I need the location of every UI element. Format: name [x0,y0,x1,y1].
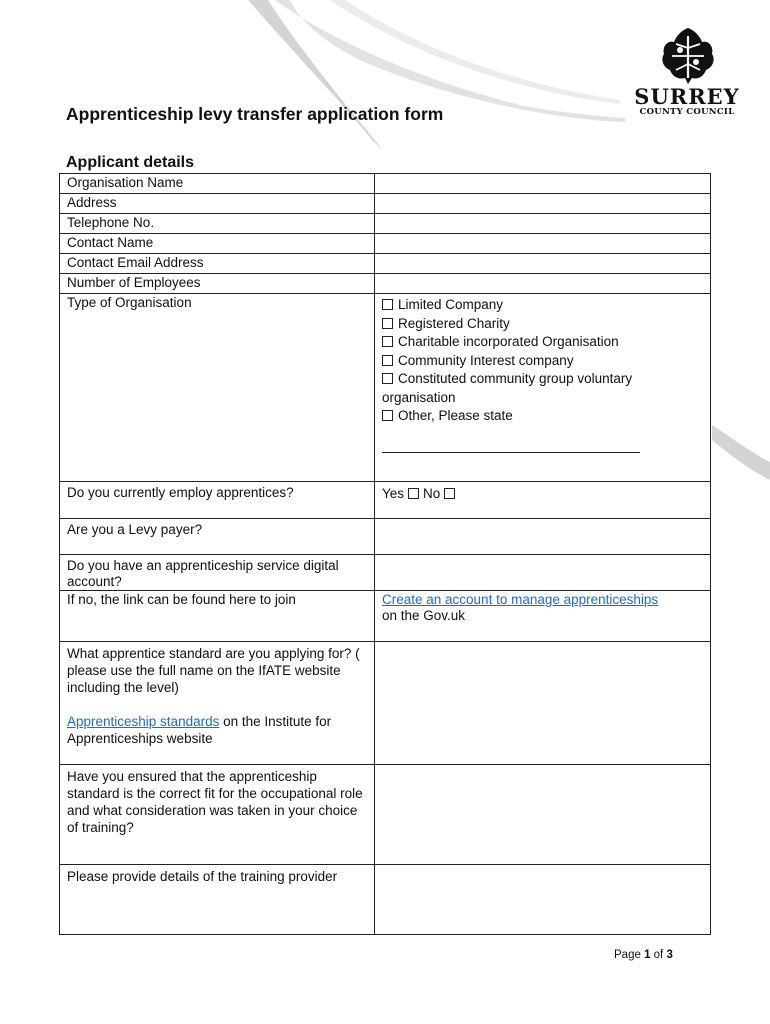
field-label: Number of Employees [60,274,375,294]
digital-account-input[interactable] [375,555,711,591]
contact-email-input[interactable] [375,254,711,274]
field-label: Contact Name [60,234,375,254]
table-row [60,865,711,935]
field-label: Organisation Name [60,174,375,194]
table-row [60,591,711,642]
other-please-state-input[interactable] [382,452,640,453]
training-provider-input[interactable] [375,865,711,935]
table-row [60,234,711,254]
checkbox-icon[interactable] [382,299,393,310]
oak-leaf-icon [658,26,716,86]
yes-checkbox[interactable] [408,488,419,499]
standard-input[interactable] [375,642,711,765]
table-row [60,214,711,234]
employees-input[interactable] [375,274,711,294]
table-row [60,482,711,519]
table-row [60,765,711,865]
table-row [60,274,711,294]
table-row [60,555,711,591]
address-input[interactable] [375,194,711,214]
field-label: Are you a Levy payer? [60,519,375,555]
organisation-name-input[interactable] [375,174,711,194]
checkbox-icon[interactable] [382,355,393,366]
table-row [60,254,711,274]
page-number: Page 1 of 3 [614,949,673,961]
table-row [60,174,711,194]
section-heading: Applicant details [66,154,195,171]
page-title: Apprenticeship levy transfer application form [66,104,444,124]
option-registered-charity[interactable]: Registered Charity [382,315,703,334]
organisation-type-options [375,294,711,482]
table-row [60,194,711,214]
table-row [60,294,711,482]
checkbox-icon[interactable] [382,373,393,384]
surrey-county-council-logo [632,26,742,117]
checkbox-icon[interactable] [382,336,393,347]
field-label: Type of Organisation [60,294,375,482]
create-account-cell: Create an account to manage apprenticeships on the Gov.uk [375,591,711,642]
contact-name-input[interactable] [375,234,711,254]
logo-subline: COUNTY COUNCIL [639,107,735,117]
no-checkbox[interactable] [444,488,455,499]
apprenticeship-standards-link[interactable]: Apprenticeship standards [67,714,220,729]
option-charitable-incorporated[interactable]: Charitable incorporated Organisation [382,333,703,352]
logo-wordmark: SURREY [634,84,740,109]
employ-apprentices-options: Yes No [375,482,711,519]
field-label: Contact Email Address [60,254,375,274]
field-label: Have you ensured that the apprenticeship standard is the correct fit for the occupational role and what consideration was taken in your choice of training? [60,765,375,865]
field-label: Telephone No. [60,214,375,234]
create-account-link[interactable]: Create an account to manage apprenticeships [382,592,659,607]
field-label: What apprentice standard are you applying for? ( please use the full name on the IfATE website including the level) Apprenticeship standards on the Institute for Apprenticeships website [60,642,375,765]
applicant-details-table [59,173,711,935]
checkbox-icon[interactable] [382,410,393,421]
option-constituted-group[interactable]: Constituted community group voluntary organisation [382,371,633,405]
field-label: Do you currently employ apprentices? [60,482,375,519]
option-limited-company[interactable]: Limited Company [382,296,703,315]
telephone-input[interactable] [375,214,711,234]
field-label: Do you have an apprenticeship service digital account? [60,555,375,591]
table-row [60,642,711,765]
levy-payer-input[interactable] [375,519,711,555]
fit-input[interactable] [375,765,711,865]
table-row [60,519,711,555]
field-label: Please provide details of the training provider [60,865,375,935]
field-label: Address [60,194,375,214]
field-label: If no, the link can be found here to join [60,591,375,642]
option-other[interactable]: Other, Please state [382,407,703,426]
option-community-interest[interactable]: Community Interest company [382,352,703,371]
checkbox-icon[interactable] [382,318,393,329]
